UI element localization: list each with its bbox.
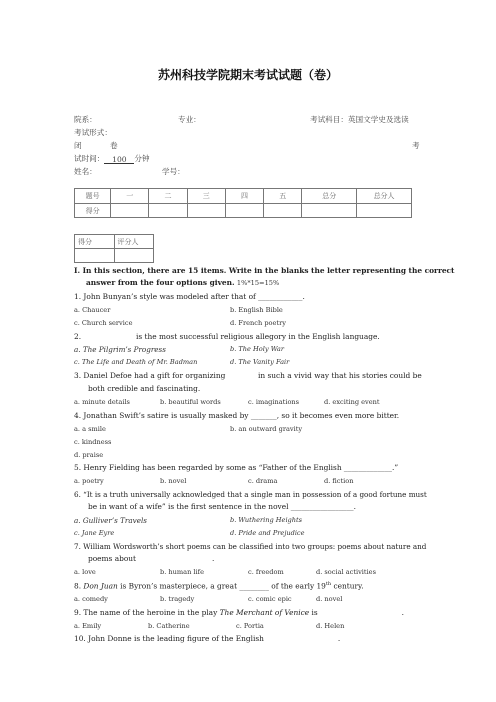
q2-option-a: a. The Pilgrim’s Progress	[74, 345, 166, 354]
score-header-cell: 总分	[302, 189, 357, 204]
question-9-pre: 9. The name of the heroine in the play	[74, 608, 218, 617]
q8-option-c: c. comic epic	[248, 595, 292, 603]
score-header-cell: 一	[111, 189, 149, 204]
question-8-title: Don Juan	[83, 581, 118, 591]
q6-option-a: a. Gulliver’s Travels	[74, 516, 147, 525]
question-5-text: 5. Henry Fielding has been regarded by some as “Father of the English _____________.”	[74, 463, 399, 472]
question-10-end: .	[337, 634, 341, 643]
exam-time-value: 100	[104, 155, 134, 164]
question-8-rest: is Byron’s masterpiece, a great ________ of the early 19	[120, 581, 326, 591]
grader-score-label: 得分	[75, 235, 115, 249]
major-label: 专业：	[178, 115, 201, 124]
q1-option-c: c. Church service	[74, 319, 133, 327]
score-input-cell[interactable]	[149, 204, 187, 218]
q7-option-b: b. human life	[160, 568, 204, 576]
grader-table	[74, 234, 154, 263]
question-3-line2: both credible and fascinating.	[88, 384, 201, 393]
exam-time-row	[74, 153, 150, 164]
section-instructions-text: answer from the four options given.	[86, 278, 235, 287]
q1-option-b: b. English Bible	[230, 306, 283, 314]
name-label: 姓名：	[74, 167, 97, 176]
q9-option-a: a. Emily	[74, 622, 102, 630]
q2-option-d: d. The Vanity Fair	[230, 358, 290, 366]
score-row-label: 得分	[75, 204, 111, 218]
score-input-cell[interactable]	[111, 204, 149, 218]
question-8-sup: th	[325, 581, 332, 587]
q3-option-c: c. imaginations	[248, 398, 300, 406]
question-6-line1: 6. “It is a truth universally acknowledged that a single man in possession of a good fortune must	[74, 490, 427, 499]
question-7-line2-text: poems about	[88, 554, 137, 563]
question-8-end: century.	[333, 581, 364, 591]
question-2-number: 2.	[74, 332, 82, 341]
question-1-text: 1. John Bunyan’s style was modeled after that of ____________.	[74, 292, 305, 301]
section-instructions-line2	[86, 278, 279, 287]
score-input-cell[interactable]	[264, 204, 302, 218]
score-input-cell[interactable]	[187, 204, 225, 218]
question-4-text: 4. Jonathan Swift’s satire is usually masked by _______, so it becomes even more bitter.	[74, 411, 400, 420]
score-input-cell[interactable]	[302, 204, 357, 218]
q5-option-a: a. poetry	[74, 477, 104, 485]
question-3-part1: 3. Daniel Defoe had a gift for organizing	[74, 371, 226, 380]
q2-option-b: b. The Holy War	[230, 345, 284, 353]
q1-option-a: a. Chaucer	[74, 306, 111, 314]
question-9-title: The Merchant of Venice	[219, 608, 310, 617]
q6-option-d: d. Pride and Prejudice	[230, 529, 305, 537]
score-header-cell: 四	[225, 189, 263, 204]
score-table	[74, 188, 412, 218]
student-no-label: 学号：	[162, 167, 185, 176]
question-10-text	[74, 634, 340, 643]
score-header-cell: 三	[187, 189, 225, 204]
exam-form-label: 考试形式：	[74, 128, 112, 137]
grader-name-cell[interactable]	[114, 249, 154, 263]
question-2-text: is the most successful religious allegory in the English language.	[136, 332, 380, 341]
q5-option-d: d. fiction	[324, 477, 354, 485]
q5-option-b: b. novel	[160, 477, 187, 485]
kao-text: 考	[412, 141, 420, 150]
question-6-line2: be in want of a wife” is the first sentence in the novel _________________.	[88, 502, 356, 511]
question-7-line2	[88, 554, 214, 563]
question-9-is: is	[311, 608, 318, 617]
question-8-number: 8.	[74, 581, 82, 591]
section-instructions-line1: I. In this section, there are 15 items. Write in the blanks the letter representing the correct	[74, 266, 455, 275]
q7-option-a: a. love	[74, 568, 96, 576]
q4-option-b: b. an outward gravity	[230, 425, 303, 433]
dept-label: 院系：	[74, 115, 97, 124]
score-header-cell: 总分人	[357, 189, 412, 204]
question-3-part2: in such a vivid way that his stories could be	[258, 371, 422, 380]
exam-time-label: 试时间：	[74, 154, 105, 163]
q2-option-c: c. The Life and Death of Mr. Badman	[74, 358, 198, 366]
q1-option-d: d. French poetry	[230, 319, 286, 327]
grader-score-cell[interactable]	[75, 249, 115, 263]
question-8-text	[74, 581, 364, 590]
score-header-cell: 五	[264, 189, 302, 204]
question-7-period: .	[212, 554, 215, 563]
subject-label: 考试科目：英国文学史及选读	[310, 115, 409, 124]
score-input-cell[interactable]	[357, 204, 412, 218]
q5-option-c: c. drama	[248, 477, 278, 485]
score-header-cell: 题号	[75, 189, 111, 204]
q9-option-c: c. Portia	[236, 622, 264, 630]
q4-option-c: c. kindness	[74, 438, 112, 446]
q4-option-a: a. a smile	[74, 425, 106, 433]
question-7-line1: 7. William Wordsworth’s short poems can be classified into two groups: poems about nature and	[74, 542, 427, 551]
q7-option-d: d. social activities	[316, 568, 376, 576]
q4-option-d: d. praise	[74, 451, 104, 459]
score-header-cell: 二	[149, 189, 187, 204]
q9-option-d: d. Helen	[316, 622, 345, 630]
grader-name-label: 评分人	[114, 235, 154, 249]
q3-option-d: d. exciting event	[324, 398, 380, 406]
score-input-cell[interactable]	[225, 204, 263, 218]
closed-text: 闭	[74, 141, 82, 150]
q8-option-a: a. comedy	[74, 595, 108, 603]
question-9-text	[74, 608, 404, 617]
q6-option-c: c. Jane Eyre	[74, 529, 115, 537]
section-score: 1%*15=15%	[236, 279, 280, 287]
q3-option-a: a. minute details	[74, 398, 130, 406]
question-9-end: .	[401, 608, 404, 617]
q7-option-c: c. freedom	[248, 568, 284, 576]
exam-title: 苏州科技学院期末考试试题（卷）	[157, 68, 338, 82]
q6-option-b: b. Wuthering Heights	[230, 516, 303, 524]
q8-option-d: d. novel	[316, 595, 343, 603]
q9-option-b: b. Catherine	[148, 622, 190, 630]
juan-text: 卷	[110, 141, 118, 150]
q8-option-b: b. tragedy	[160, 595, 195, 603]
q3-option-b: b. beautiful words	[160, 398, 221, 406]
exam-time-unit: 分钟	[134, 154, 150, 163]
question-10-body: 10. John Donne is the leading figure of the English	[74, 634, 264, 643]
